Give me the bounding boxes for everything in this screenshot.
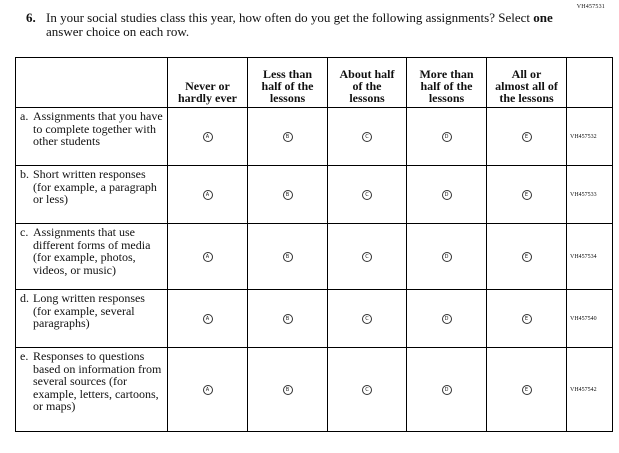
answer-cell[interactable] — [487, 348, 567, 432]
question-text-bold: one — [533, 10, 553, 25]
column-header-all-or-almost-all: All or almost all of the lessons — [487, 58, 567, 108]
row-label — [16, 108, 168, 166]
radio-bubble[interactable]: E — [522, 252, 532, 262]
radio-bubble[interactable]: A — [203, 314, 213, 324]
top-item-id: VH457531 — [576, 4, 605, 10]
row-item-id: VH457540 — [567, 290, 613, 348]
radio-bubble[interactable]: D — [442, 132, 452, 142]
answer-cell[interactable] — [407, 224, 487, 290]
row-label-text: Short written responses (for example, a paragraph or less) — [33, 167, 157, 206]
row-item-id: VH457542 — [567, 348, 613, 432]
radio-bubble[interactable]: C — [362, 314, 372, 324]
answer-cell[interactable] — [328, 224, 407, 290]
table-row — [16, 108, 613, 166]
answer-cell[interactable] — [487, 166, 567, 224]
answer-cell[interactable] — [168, 224, 248, 290]
answer-cell[interactable] — [168, 290, 248, 348]
table-row — [16, 290, 613, 348]
row-label — [16, 224, 168, 290]
question-prompt — [26, 11, 586, 39]
column-header-more-than-half: More than half of the lessons — [407, 58, 487, 108]
row-label-text: Responses to questions based on information from several sources (for example, letters, cartoons, or maps) — [33, 349, 162, 413]
answer-grid — [15, 57, 613, 432]
row-item-id: VH457533 — [567, 166, 613, 224]
radio-bubble[interactable]: A — [203, 252, 213, 262]
answer-cell[interactable] — [168, 108, 248, 166]
row-letter: c. — [20, 225, 29, 239]
radio-bubble[interactable]: B — [283, 132, 293, 142]
answer-cell[interactable] — [328, 108, 407, 166]
radio-bubble[interactable]: C — [362, 385, 372, 395]
header-id-blank — [567, 58, 613, 108]
answer-cell[interactable] — [248, 224, 328, 290]
radio-bubble[interactable]: E — [522, 132, 532, 142]
answer-cell[interactable] — [407, 108, 487, 166]
answer-cell[interactable] — [487, 224, 567, 290]
answer-cell[interactable] — [168, 166, 248, 224]
row-item-id: VH457532 — [567, 108, 613, 166]
radio-bubble[interactable]: E — [522, 190, 532, 200]
row-label — [16, 290, 168, 348]
radio-bubble[interactable]: D — [442, 190, 452, 200]
radio-bubble[interactable]: E — [522, 385, 532, 395]
row-item-id: VH457534 — [567, 224, 613, 290]
row-label-text: Long written responses (for example, several paragraphs) — [33, 291, 145, 330]
radio-bubble[interactable]: A — [203, 132, 213, 142]
answer-cell[interactable] — [248, 166, 328, 224]
answer-cell[interactable] — [487, 290, 567, 348]
row-label — [16, 348, 168, 432]
radio-bubble[interactable]: B — [283, 190, 293, 200]
column-header-about-half: About half of the lessons — [328, 58, 407, 108]
radio-bubble[interactable]: C — [362, 132, 372, 142]
radio-bubble[interactable]: A — [203, 190, 213, 200]
table-row — [16, 166, 613, 224]
row-label-text: Assignments that you have to complete together with other students — [33, 109, 163, 148]
radio-bubble[interactable]: C — [362, 190, 372, 200]
question-text-before: In your social studies class this year, how often do you get the following assignments? Select — [46, 10, 534, 25]
row-label-text: Assignments that use different forms of media (for example, photos, videos, or music) — [33, 225, 151, 277]
header-row — [16, 58, 613, 108]
column-header-never: Never or hardly ever — [168, 58, 248, 108]
column-header-less-than-half: Less than half of the lessons — [248, 58, 328, 108]
row-letter: d. — [20, 291, 29, 305]
answer-cell[interactable] — [407, 290, 487, 348]
row-label — [16, 166, 168, 224]
radio-bubble[interactable]: E — [522, 314, 532, 324]
radio-bubble[interactable]: B — [283, 314, 293, 324]
header-blank — [16, 58, 168, 108]
row-letter: a. — [20, 109, 29, 123]
row-letter: e. — [20, 349, 29, 363]
radio-bubble[interactable]: A — [203, 385, 213, 395]
row-letter: b. — [20, 167, 29, 181]
answer-cell[interactable] — [328, 348, 407, 432]
answer-cell[interactable] — [407, 166, 487, 224]
answer-cell[interactable] — [328, 166, 407, 224]
table-row — [16, 348, 613, 432]
answer-cell[interactable] — [328, 290, 407, 348]
table-row — [16, 224, 613, 290]
radio-bubble[interactable]: D — [442, 385, 452, 395]
radio-bubble[interactable]: D — [442, 314, 452, 324]
question-text — [46, 11, 586, 39]
radio-bubble[interactable]: B — [283, 252, 293, 262]
answer-cell[interactable] — [248, 290, 328, 348]
answer-cell[interactable] — [168, 348, 248, 432]
question-number: 6. — [26, 10, 36, 25]
question-text-after: answer choice on each row. — [46, 24, 190, 39]
answer-cell[interactable] — [248, 348, 328, 432]
answer-cell[interactable] — [487, 108, 567, 166]
radio-bubble[interactable]: D — [442, 252, 452, 262]
answer-cell[interactable] — [248, 108, 328, 166]
answer-cell[interactable] — [407, 348, 487, 432]
radio-bubble[interactable]: B — [283, 385, 293, 395]
radio-bubble[interactable]: C — [362, 252, 372, 262]
